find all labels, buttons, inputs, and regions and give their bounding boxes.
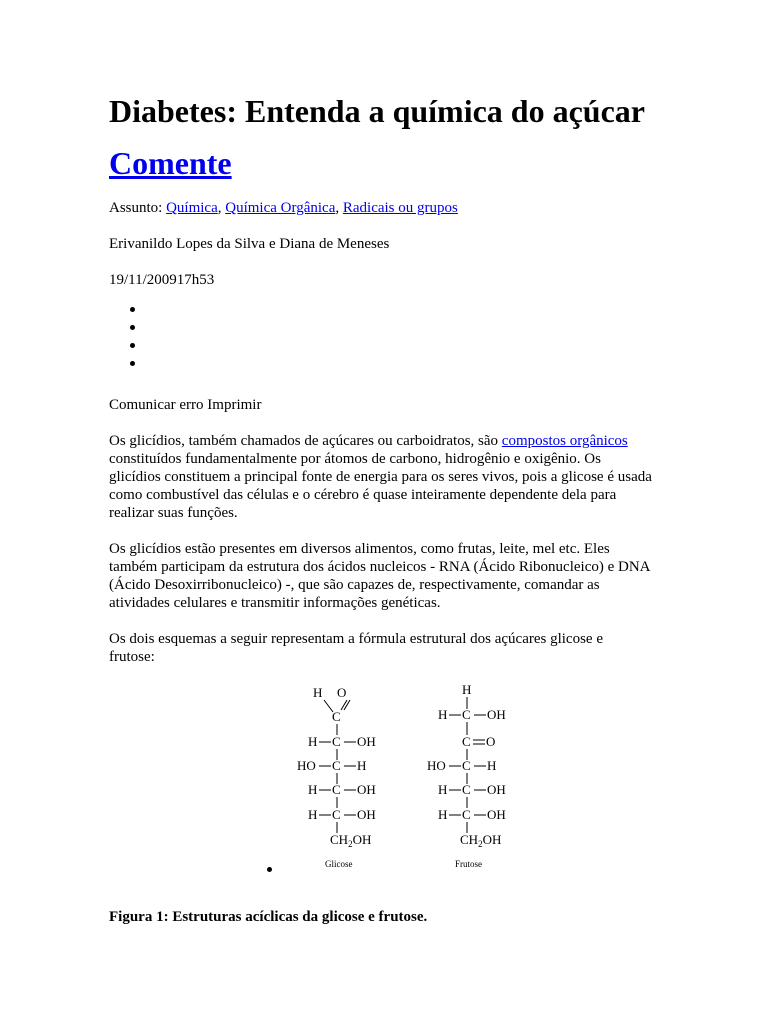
fructose-oh4: OH [487,782,506,797]
glucose-h5: H [308,807,318,822]
glucose-ch2oh-ch: CH [330,832,349,847]
compostos-organicos-link[interactable]: compostos orgânicos [501,433,628,449]
glucose-ch2oh-oh: OH [352,832,372,847]
glucose-ch2oh-sub: 2 [348,839,353,849]
glucose-c5: C [332,807,341,822]
structural-formula-figure [295,676,535,876]
paragraph-intro-text-start: Os glicídios, também chamados de açúcares ou carboidratos, são [109,433,502,449]
fructose-c4: C [462,782,471,797]
fructose-h3: H [487,758,497,773]
subject-link-quimica-organica[interactable]: Química Orgânica [225,200,336,216]
glucose-h4: H [308,782,318,797]
share-bullet[interactable] [130,325,135,330]
figure-caption: Figura 1: Estruturas acíclicas da glicose e frutose. [109,909,428,925]
glucose-c2: C [332,734,341,749]
structural-formula-svg [295,676,535,876]
glucose-oh4: OH [357,782,376,797]
fructose-c2: C [462,734,471,749]
glucose-label: Glicose [325,859,353,869]
glucose-ho3: HO [297,758,316,773]
share-bullet[interactable] [130,361,135,366]
fructose-label: Frutose [455,859,482,869]
fructose-oh5: OH [487,807,506,822]
glucose-h3: H [357,758,367,773]
share-bullet[interactable] [130,307,135,312]
glucose-oh2: OH [357,734,376,749]
comment-link-wrapper [109,143,232,183]
fructose-structure [427,682,506,869]
fructose-o2: O [486,734,496,749]
fructose-c1: C [462,707,471,722]
fructose-ch2oh-oh: OH [482,832,502,847]
glucose-oh5: OH [357,807,376,822]
comment-link[interactable]: Comente [109,145,232,181]
paragraph-intro-text-end: constituídos fundamentalmente por átomos de carbono, hidrogênio e oxigênio. Os glicídios constituem a principal fonte de energia para os seres vivos, pois a glicose é usada como combustível das células e o cérebro é quase inteiramente dependente dela para realizar suas funções. [109,451,652,521]
page-title: Diabetes: Entenda a química do açúcar [109,93,645,129]
fructose-h1: H [438,707,448,722]
fructose-h5: H [438,807,448,822]
glucose-ch2oh [330,832,371,849]
share-bullet[interactable] [130,343,135,348]
glucose-c4: C [332,782,341,797]
paragraph-foods: Os glicídios estão presentes em diversos alimentos, como frutas, leite, mel etc. Eles também participam da estrutura dos ácidos nucleicos - RNA (Ácido Ribonucleico) e DNA (Ácido Desoxirribonucleico) -, que são capazes de, respectivamente, comandar as atividades celulares e transmitir informações genéticas. [109,541,650,611]
paragraph-intro [109,432,654,522]
subject-label: Assunto: [109,200,163,216]
fructose-h1-top: H [462,682,472,697]
fructose-oh1: OH [487,707,506,722]
fructose-ho3: HO [427,758,446,773]
authors: Erivanildo Lopes da Silva e Diana de Meneses [109,236,390,252]
glucose-c1: C [332,709,341,724]
fructose-ch2oh-sub: 2 [478,839,483,849]
fructose-c5: C [462,807,471,822]
subject-link-quimica[interactable]: Química [166,200,218,216]
glucose-o-aldehyde: O [337,685,347,700]
publish-datetime: 19/11/200917h53 [109,272,215,288]
subject-line: Assunto: Química, Química Orgânica, Radicais ou grupos [109,200,458,216]
article-actions[interactable]: Comunicar erro Imprimir [109,397,262,413]
fructose-c3: C [462,758,471,773]
fructose-ch2oh [460,832,501,849]
glucose-bond [341,700,347,710]
fructose-h4: H [438,782,448,797]
glucose-structure [297,685,376,869]
glucose-h2: H [308,734,318,749]
subject-link-radicais[interactable]: Radicais ou grupos [342,200,458,216]
paragraph-schemes: Os dois esquemas a seguir representam a fórmula estrutural dos açúcares glicose e frutose: [109,631,603,665]
fructose-ch2oh-ch: CH [460,832,479,847]
glucose-bond [344,700,350,710]
figure-bullet [267,867,272,872]
share-bullet-list [130,307,142,379]
glucose-c3: C [332,758,341,773]
glucose-h-aldehyde: H [313,685,323,700]
